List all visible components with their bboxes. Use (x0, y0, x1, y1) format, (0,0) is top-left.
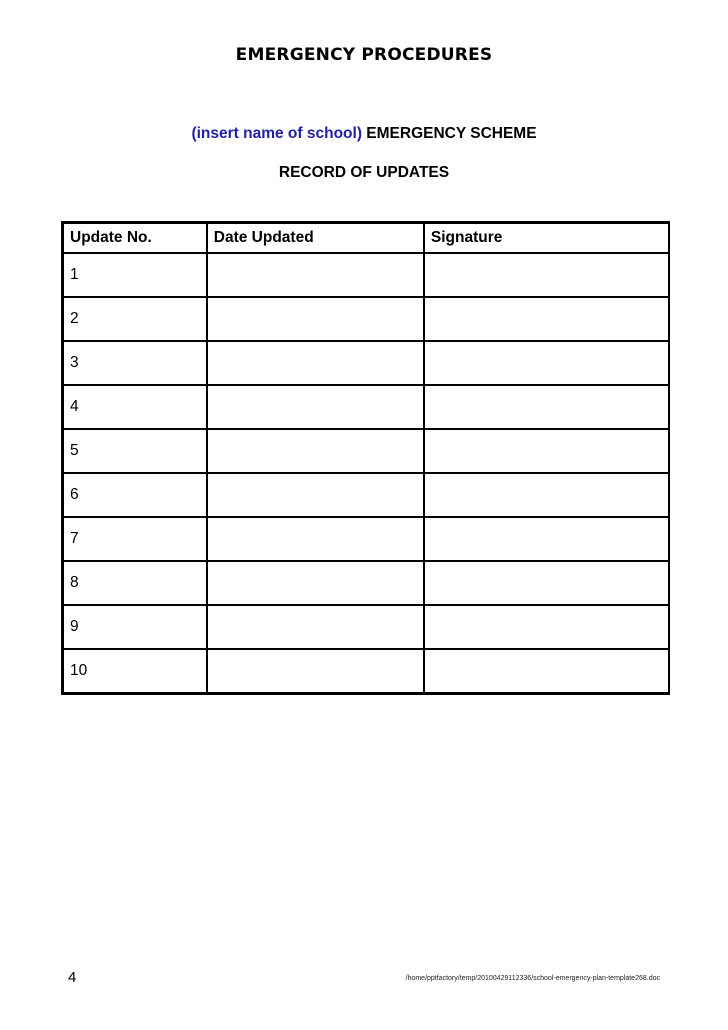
signature-cell[interactable] (424, 297, 669, 341)
update-no-cell: 4 (62, 385, 207, 429)
table-row (62, 649, 669, 694)
update-no-cell: 8 (62, 561, 207, 605)
updates-table (61, 221, 670, 695)
date-updated-cell[interactable] (207, 473, 424, 517)
update-no-cell: 2 (62, 297, 207, 341)
date-updated-cell[interactable] (207, 341, 424, 385)
date-updated-cell[interactable] (207, 517, 424, 561)
date-updated-cell[interactable] (207, 297, 424, 341)
signature-cell[interactable] (424, 341, 669, 385)
update-no-cell: 10 (62, 649, 207, 694)
update-no-cell: 9 (62, 605, 207, 649)
table-header-row (62, 222, 669, 253)
document-title: EMERGENCY PROCEDURES (235, 45, 493, 65)
update-no-cell: 7 (62, 517, 207, 561)
signature-cell[interactable] (424, 605, 669, 649)
table-row (62, 517, 669, 561)
table-row (62, 385, 669, 429)
update-no-cell: 3 (62, 341, 207, 385)
update-no-cell: 5 (62, 429, 207, 473)
table-row (62, 253, 669, 297)
update-no-cell: 6 (62, 473, 207, 517)
school-name-placeholder: (insert name of school) (191, 125, 362, 142)
signature-cell[interactable] (424, 649, 669, 694)
signature-cell[interactable] (424, 253, 669, 297)
table-row (62, 473, 669, 517)
signature-cell[interactable] (424, 385, 669, 429)
table-row (62, 341, 669, 385)
date-updated-cell[interactable] (207, 385, 424, 429)
table-row (62, 561, 669, 605)
file-path-footer: /home/pptfactory/temp/20100429112336/school-emergency-plan-template268.doc (405, 975, 660, 982)
scheme-heading (0, 125, 728, 143)
header-date-updated: Date Updated (207, 222, 424, 253)
scheme-label: EMERGENCY SCHEME (366, 125, 537, 142)
table-row (62, 297, 669, 341)
signature-cell[interactable] (424, 561, 669, 605)
date-updated-cell[interactable] (207, 605, 424, 649)
header-update-no: Update No. (62, 222, 207, 253)
date-updated-cell[interactable] (207, 561, 424, 605)
date-updated-cell[interactable] (207, 429, 424, 473)
table-row (62, 429, 669, 473)
signature-cell[interactable] (424, 517, 669, 561)
table-row (62, 605, 669, 649)
page-number: 4 (68, 969, 77, 986)
update-no-cell: 1 (62, 253, 207, 297)
record-of-updates-heading: RECORD OF UPDATES (278, 164, 450, 181)
date-updated-cell[interactable] (207, 649, 424, 694)
signature-cell[interactable] (424, 473, 669, 517)
signature-cell[interactable] (424, 429, 669, 473)
header-signature: Signature (424, 222, 669, 253)
date-updated-cell[interactable] (207, 253, 424, 297)
